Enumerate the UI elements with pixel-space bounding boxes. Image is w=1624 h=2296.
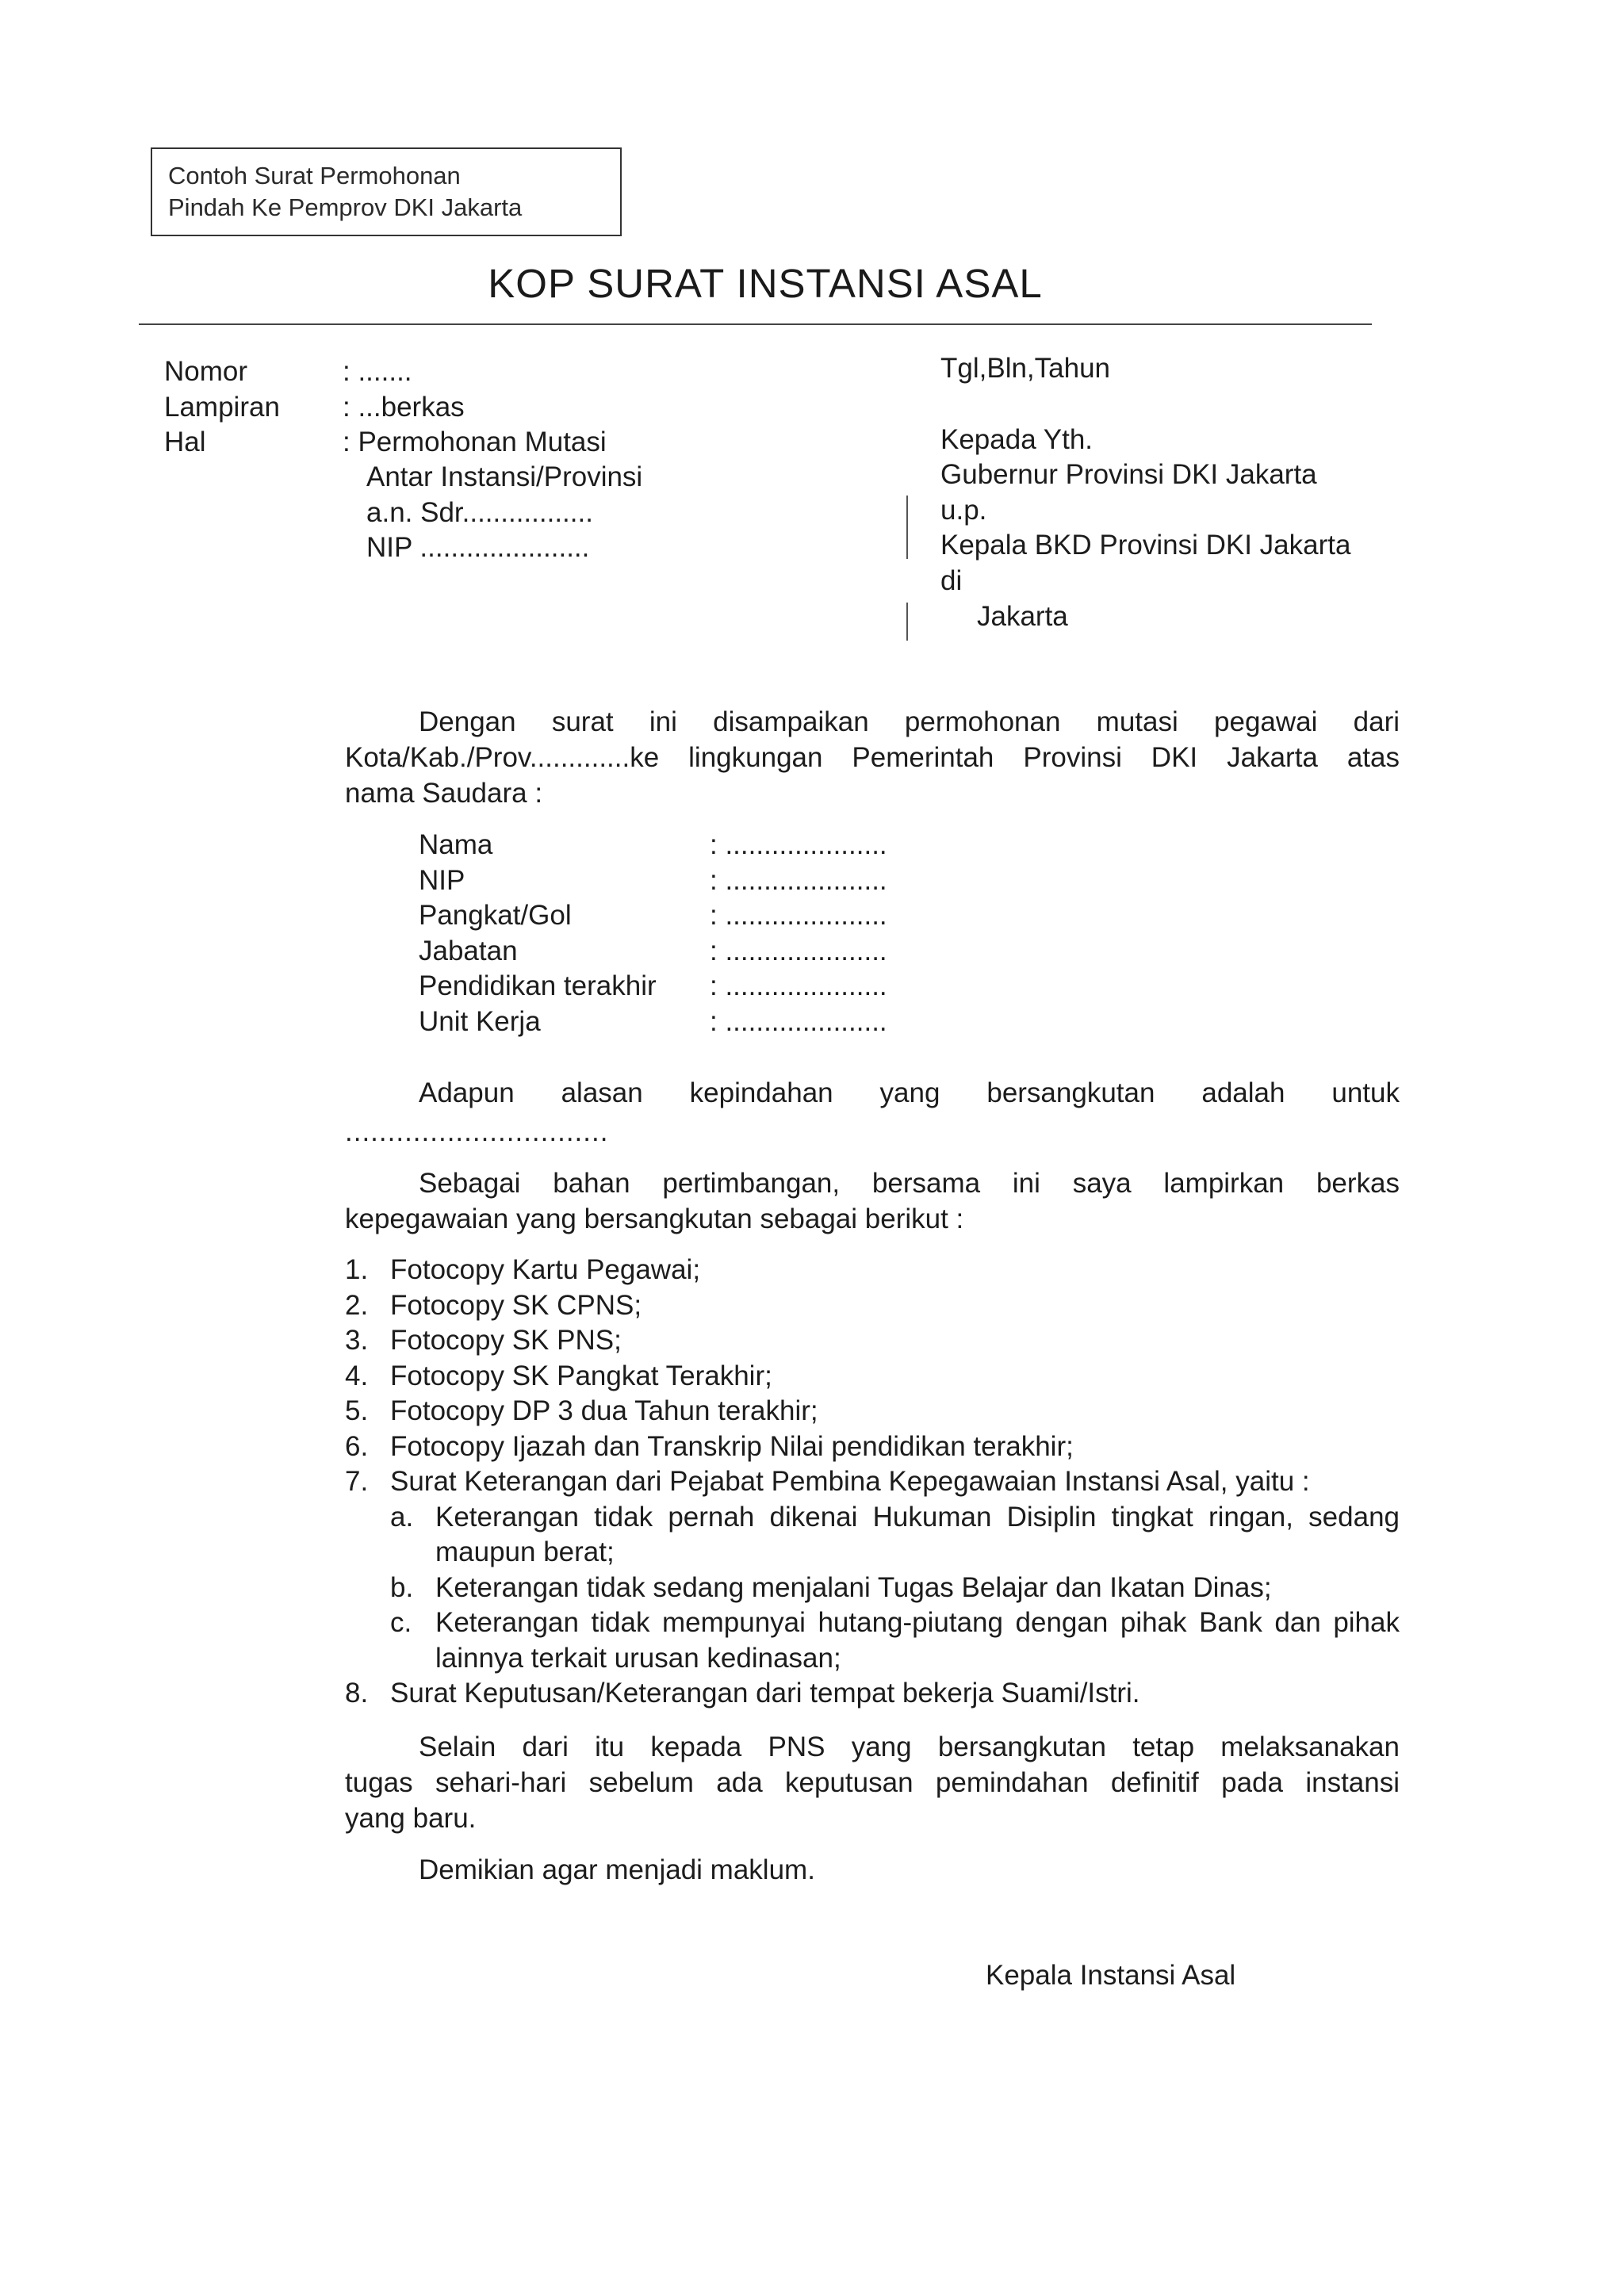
list-item xyxy=(345,1288,1400,1324)
recipient-line4: Kepala BKD Provinsi DKI Jakarta xyxy=(940,530,1351,561)
attachments-intro-line2: kepegawaian yang bersangkutan sebagai berikut : xyxy=(345,1203,964,1234)
sub-list-text: Keterangan tidak pernah dikenai Hukuman Disiplin tingkat ringan, sedang maupun berat; xyxy=(435,1501,1400,1567)
field-label: Nama xyxy=(419,829,493,860)
list-number: 8. xyxy=(345,1678,369,1709)
attachments-intro-line1: Sebagai bahan pertimbangan, bersama ini saya lampirkan berkas xyxy=(419,1168,1400,1199)
list-item xyxy=(345,1253,1400,1288)
list-number: 6. xyxy=(345,1430,369,1462)
sub-list-text: Keterangan tidak mempunyai hutang-piutang dengan pihak Bank dan pihak lainnya terkait urusan kedinasan; xyxy=(435,1607,1400,1674)
field-row-pendidikan xyxy=(419,969,887,1004)
list-text: Surat Keterangan dari Pejabat Pembina Kepegawaian Instansi Asal, yaitu : xyxy=(390,1466,1310,1497)
list-number: 2. xyxy=(345,1289,369,1321)
list-number: 1. xyxy=(345,1254,369,1285)
recipient-line2: Gubernur Provinsi DKI Jakarta xyxy=(940,459,1317,490)
nomor-value: : ....... xyxy=(343,356,412,387)
field-row-jabatan xyxy=(419,934,887,970)
field-value: : ..................... xyxy=(710,1005,887,1037)
list-text: Fotocopy SK Pangkat Terakhir; xyxy=(390,1360,772,1391)
hal-line2: Antar Instansi/Provinsi xyxy=(366,461,643,492)
field-value: : ..................... xyxy=(710,900,887,931)
sub-list-item xyxy=(345,1605,1400,1676)
intro-line1: Dengan surat ini disampaikan permohonan mutasi pegawai dari xyxy=(419,706,1400,737)
list-text: Surat Keputusan/Keterangan dari tempat bekerja Suami/Istri. xyxy=(390,1678,1140,1709)
intro-paragraph xyxy=(345,704,1400,811)
list-item xyxy=(345,1464,1400,1500)
field-row-nip xyxy=(419,863,887,899)
field-value: : ..................... xyxy=(710,935,887,966)
list-number: 4. xyxy=(345,1360,369,1391)
closing-paragraph xyxy=(345,1729,1400,1836)
example-label-line1: Contoh Surat Permohonan xyxy=(168,162,461,189)
list-text: Fotocopy Ijazah dan Transkrip Nilai pendidikan terakhir; xyxy=(390,1430,1074,1462)
field-label: NIP xyxy=(419,864,465,896)
example-label-line2: Pindah Ke Pemprov DKI Jakarta xyxy=(168,193,523,221)
sub-list-letter: a. xyxy=(390,1501,414,1533)
hal-label: Hal xyxy=(164,427,206,457)
field-label: Pendidikan terakhir xyxy=(419,970,657,1001)
recipient-margin-bar-lower xyxy=(906,603,908,641)
example-label-box xyxy=(151,147,622,236)
signature-title: Kepala Instansi Asal xyxy=(986,1960,1236,1991)
closing-line2: tugas sehari-hari sebelum ada keputusan pemindahan definitif pada instansi xyxy=(345,1767,1400,1798)
recipient-line3: u.p. xyxy=(940,495,987,526)
recipient-margin-bar-upper xyxy=(906,496,908,559)
recipient-line6: Jakarta xyxy=(977,601,1068,632)
field-value: : ..................... xyxy=(710,970,887,1001)
list-text: Fotocopy SK CPNS; xyxy=(390,1289,642,1321)
date-line: Tgl,Bln,Tahun xyxy=(940,353,1111,384)
hal-line3: a.n. Sdr................. xyxy=(366,497,593,528)
field-row-nama xyxy=(419,828,887,863)
recipient-line1: Kepada Yth. xyxy=(940,424,1094,455)
list-text: Fotocopy SK PNS; xyxy=(390,1325,622,1356)
reason-paragraph xyxy=(345,1075,1400,1111)
reason-line2: ............................... xyxy=(345,1116,609,1147)
attachments-intro xyxy=(345,1165,1400,1237)
recipient-line5: di xyxy=(940,565,963,596)
field-label: Pangkat/Gol xyxy=(419,900,572,931)
field-label: Jabatan xyxy=(419,935,518,966)
employee-fields xyxy=(419,828,887,1039)
attachments-list xyxy=(345,1253,1400,1712)
list-text: Fotocopy Kartu Pegawai; xyxy=(390,1254,701,1285)
hal-line1: : Permohonan Mutasi xyxy=(343,427,607,457)
field-row-unit-kerja xyxy=(419,1004,887,1040)
sub-list-letter: c. xyxy=(390,1607,412,1638)
letterhead-title: KOP SURAT INSTANSI ASAL xyxy=(488,261,1043,306)
list-item xyxy=(345,1394,1400,1429)
field-value: : ..................... xyxy=(710,829,887,860)
sub-list-letter: b. xyxy=(390,1571,414,1603)
sub-list-item xyxy=(345,1500,1400,1571)
list-text: Fotocopy DP 3 dua Tahun terakhir; xyxy=(390,1395,818,1426)
list-number: 3. xyxy=(345,1325,369,1356)
list-item xyxy=(345,1429,1400,1465)
list-item xyxy=(345,1676,1400,1712)
letterhead-divider xyxy=(139,323,1372,325)
list-number: 5. xyxy=(345,1395,369,1426)
reason-line1: Adapun alasan kepindahan yang bersangkutan adalah untuk xyxy=(419,1077,1400,1108)
hal-line4: NIP ...................... xyxy=(366,532,590,563)
list-number: 7. xyxy=(345,1466,369,1497)
field-value: : ..................... xyxy=(710,864,887,896)
list-item xyxy=(345,1359,1400,1395)
intro-line2: Kota/Kab./Prov.............ke lingkungan Pemerintah Provinsi DKI Jakarta atas xyxy=(345,742,1400,773)
lampiran-label: Lampiran xyxy=(164,392,280,423)
closing-line1: Selain dari itu kepada PNS yang bersangkutan tetap melaksanakan xyxy=(419,1732,1400,1762)
closing-line3: yang baru. xyxy=(345,1803,477,1834)
sub-list-text: Keterangan tidak sedang menjalani Tugas Belajar dan Ikatan Dinas; xyxy=(435,1571,1272,1603)
sub-list-item xyxy=(345,1571,1400,1606)
list-item xyxy=(345,1323,1400,1359)
field-row-pangkat xyxy=(419,898,887,934)
lampiran-value: : ...berkas xyxy=(343,392,465,423)
nomor-label: Nomor xyxy=(164,356,248,387)
intro-line3: nama Saudara : xyxy=(345,778,543,809)
field-label: Unit Kerja xyxy=(419,1005,541,1037)
closing-line4: Demikian agar menjadi maklum. xyxy=(419,1854,815,1885)
